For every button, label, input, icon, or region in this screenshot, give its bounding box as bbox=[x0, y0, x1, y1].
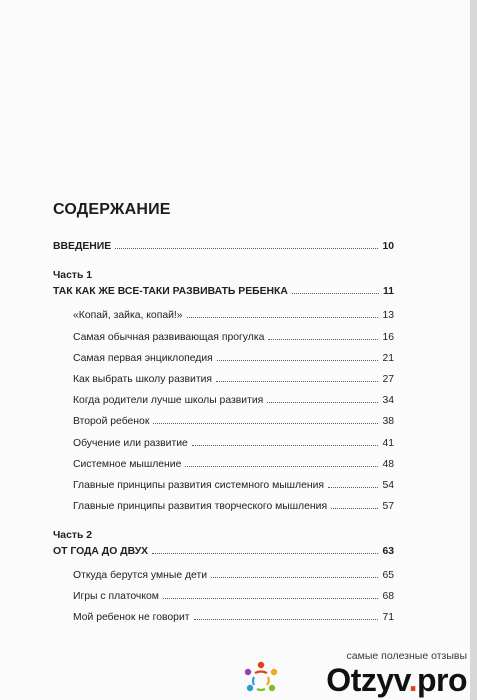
toc-entry-page: 41 bbox=[382, 438, 394, 449]
page-edge-shadow bbox=[470, 0, 477, 700]
toc-entry[interactable] bbox=[73, 454, 394, 470]
leader-dots bbox=[163, 597, 379, 599]
toc-entry[interactable] bbox=[73, 369, 394, 385]
logo-main: Otzyv bbox=[326, 662, 409, 698]
toc-entry-label: Самая первая энциклопедия bbox=[73, 353, 213, 364]
toc-entry-label: ТАК КАК ЖЕ ВСЕ-ТАКИ РАЗВИВАТЬ РЕБЕНКА bbox=[53, 286, 288, 297]
toc-entry-label: Системное мышление bbox=[73, 459, 182, 470]
leader-dots bbox=[194, 618, 379, 620]
toc-entry-page: 48 bbox=[382, 459, 394, 470]
toc-entry-label: Главные принципы развития системного мышления bbox=[73, 480, 325, 491]
leader-dots bbox=[217, 359, 379, 361]
toc-entry-page: 10 bbox=[382, 241, 394, 252]
toc-entry-page: 54 bbox=[382, 480, 394, 491]
toc-entry-page: 16 bbox=[382, 332, 394, 343]
leader-dots bbox=[187, 316, 379, 318]
leader-dots bbox=[331, 507, 378, 509]
toc-entry-page: 38 bbox=[382, 416, 394, 427]
toc-entry[interactable] bbox=[73, 348, 394, 364]
toc-entry-label: «Копай, зайка, копай!» bbox=[73, 310, 183, 321]
leader-dots bbox=[153, 422, 378, 424]
toc-entry-page: 34 bbox=[382, 395, 394, 406]
toc-entry[interactable] bbox=[73, 607, 394, 623]
toc-entry-label: ОТ ГОДА ДО ДВУХ bbox=[53, 546, 149, 557]
toc-entry-page: 13 bbox=[382, 310, 394, 321]
toc-entry-label: Мой ребенок не говорит bbox=[73, 612, 190, 623]
toc-entry-page: 65 bbox=[382, 570, 394, 581]
toc-entry-page: 21 bbox=[382, 353, 394, 364]
part-label: Часть 1 bbox=[53, 270, 93, 281]
leader-dots bbox=[152, 552, 378, 554]
toc-entry-page: 71 bbox=[382, 612, 394, 623]
toc-entry-label: Самая обычная развивающая прогулка bbox=[73, 332, 265, 343]
leader-dots bbox=[216, 380, 378, 382]
leader-dots bbox=[115, 247, 378, 249]
toc-entry-page: 68 bbox=[382, 591, 394, 602]
leader-dots bbox=[292, 292, 379, 294]
toc-entry[interactable] bbox=[73, 475, 394, 491]
toc-entry-page: 11 bbox=[383, 286, 394, 297]
leader-dots bbox=[211, 576, 378, 578]
leader-dots bbox=[328, 486, 378, 488]
toc-entry-label: Второй ребенок bbox=[73, 416, 150, 427]
toc-entry[interactable] bbox=[73, 586, 394, 602]
watermark bbox=[241, 650, 471, 698]
toc-entry[interactable] bbox=[73, 327, 394, 343]
toc-entry-label: Игры с платочком bbox=[73, 591, 159, 602]
toc-entry-page: 57 bbox=[382, 501, 394, 512]
toc-entry-label: Как выбрать школу развития bbox=[73, 374, 213, 385]
leader-dots bbox=[185, 465, 378, 467]
toc-entry-label: Откуда берутся умные дети bbox=[73, 570, 208, 581]
toc-entry-intro[interactable] bbox=[53, 236, 394, 252]
leader-dots bbox=[192, 444, 379, 446]
watermark-logo bbox=[326, 662, 467, 699]
toc-entry[interactable] bbox=[73, 390, 394, 406]
leader-dots bbox=[267, 401, 378, 403]
toc-title: СОДЕРЖАНИЕ bbox=[53, 201, 171, 218]
toc-entry-page: 63 bbox=[382, 546, 394, 557]
leader-dots bbox=[268, 338, 378, 340]
watermark-tagline: самые полезные отзывы bbox=[346, 650, 467, 662]
toc-entry[interactable] bbox=[73, 433, 394, 449]
logo-dot: . bbox=[408, 662, 417, 698]
toc-entry-label: Главные принципы развития творческого мышления bbox=[73, 501, 328, 512]
toc-entry-page: 27 bbox=[382, 374, 394, 385]
toc-entry-label: ВВЕДЕНИЕ bbox=[53, 241, 112, 252]
toc-entry-label: Обучение или развитие bbox=[73, 438, 188, 449]
toc-entry[interactable] bbox=[73, 411, 394, 427]
toc-part-heading[interactable] bbox=[53, 281, 394, 297]
toc-entry[interactable] bbox=[73, 496, 394, 512]
logo-tld: pro bbox=[416, 662, 467, 698]
toc-part-heading[interactable] bbox=[53, 541, 394, 557]
toc-entry-label: Когда родители лучше школы развития bbox=[73, 395, 264, 406]
people-circle-icon bbox=[241, 660, 281, 696]
toc-entry[interactable] bbox=[73, 305, 394, 321]
part-label: Часть 2 bbox=[53, 530, 93, 541]
toc-entry[interactable] bbox=[73, 565, 394, 581]
